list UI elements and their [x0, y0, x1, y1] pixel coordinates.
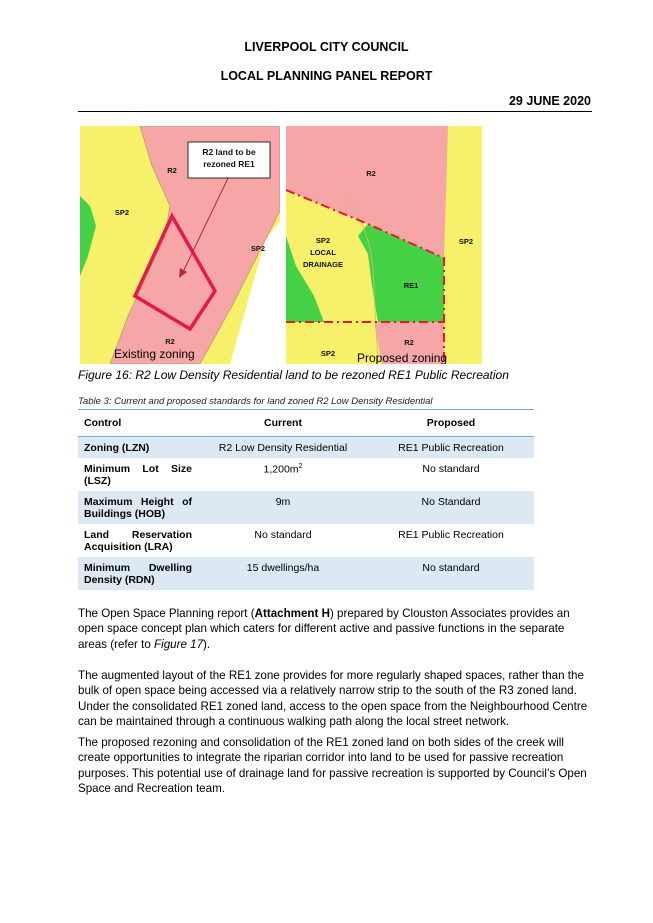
p1-text-e: ). [203, 637, 211, 651]
row-current: R2 Low Density Residential [198, 437, 368, 459]
row-current [198, 458, 368, 491]
report-title: LOCAL PLANNING PANEL REPORT [220, 69, 433, 83]
row-control: Maximum Height of Buildings (HOB) [78, 491, 198, 524]
label-sp2-right: SP2 [458, 237, 474, 246]
label-sp2-left: SP2 [114, 208, 130, 217]
label-local: LOCAL [310, 248, 336, 257]
label-sp2-local: SP2 [315, 236, 331, 245]
figure-17-reference: Figure 17 [154, 637, 204, 651]
row-current: 9m [198, 491, 368, 524]
attachment-h-reference: Attachment H [254, 607, 330, 620]
label-r2-top: R2 [366, 169, 376, 178]
row-control: Land Reservation Acquisition (LRA) [84, 529, 192, 553]
label-r2-top: R2 [167, 166, 177, 175]
row-proposed: RE1 Public Recreation [398, 529, 504, 541]
table-header-row [78, 410, 534, 437]
row-proposed: RE1 Public Recreation [368, 437, 534, 459]
label-re1: RE1 [403, 281, 419, 290]
table-row [78, 437, 534, 459]
existing-zoning-caption: Existing zoning [114, 347, 195, 361]
paragraph-rezoning-consolidation: The proposed rezoning and consolidation of the RE1 zoned land on both sides of the creek will create opportunities to integrate the riparian corridor into land to be used for passive recreation purposes. This potential use of drainage land for passive recreation is supported by Council’s Open Space and Recreation team. [78, 736, 587, 796]
callout-line-2: rezoned RE1 [203, 159, 255, 169]
proposed-zoning-map [286, 126, 482, 364]
row-proposed: No Standard [368, 491, 534, 524]
label-sp2-right: SP2 [250, 244, 266, 253]
row-control: Minimum Lot Size (LSZ) [84, 463, 192, 487]
table-row [78, 557, 534, 590]
existing-zoning-map [80, 126, 280, 364]
header-control: Control [78, 410, 198, 437]
paragraph-augmented-layout: The augmented layout of the RE1 zone provides for more regularly shaped spaces, rather than the bulk of open space being accessed via a relatively narrow strip to the south of the R3 zoned land. Under the consolidated RE1 zoned land, access to the open space from the Neighbourhood Centre can be maintained through a continuous walking path along the local street network. [78, 669, 588, 729]
row-proposed: No standard [422, 463, 480, 475]
figure-caption: Figure 16: R2 Low Density Residential land to be rezoned RE1 Public Recreation [78, 368, 509, 382]
standards-table [78, 409, 534, 590]
row-proposed: No standard [368, 557, 534, 590]
row-current: 15 dwellings/ha [198, 557, 368, 590]
row-current-superscript: 2 [298, 463, 303, 470]
council-title: LIVERPOOL CITY COUNCIL [244, 40, 409, 54]
table-row [78, 491, 534, 524]
row-current-value: 1,200m [263, 463, 299, 476]
p1-text-c: ) prepared by Clouston Associates provides an open space concept plan which caters for different active and passive functions in the separate areas (refer to [78, 607, 570, 651]
table-row [78, 524, 534, 557]
table-caption: Table 3: Current and proposed standards for land zoned R2 Low Density Residential [78, 396, 433, 407]
label-r2-bottom: R2 [404, 338, 414, 347]
label-sp2-bottom: SP2 [320, 349, 336, 358]
label-drainage: DRAINAGE [302, 260, 344, 269]
row-control: Zoning (LZN) [78, 437, 198, 459]
report-date: 29 JUNE 2020 [508, 94, 591, 108]
row-current: No standard [254, 529, 312, 541]
header-current: Current [198, 410, 368, 437]
paragraph-open-space-report [78, 606, 592, 652]
header-proposed: Proposed [368, 410, 534, 437]
header-rule [78, 111, 592, 112]
label-r2-bottom: R2 [165, 337, 175, 346]
table-row [78, 458, 534, 491]
proposed-zoning-caption: Proposed zoning [357, 351, 448, 364]
row-control: Minimum Dwelling Density (RDN) [78, 557, 198, 590]
p1-text-a: The Open Space Planning report ( [78, 607, 255, 620]
callout-line-1: R2 land to be [202, 147, 256, 157]
